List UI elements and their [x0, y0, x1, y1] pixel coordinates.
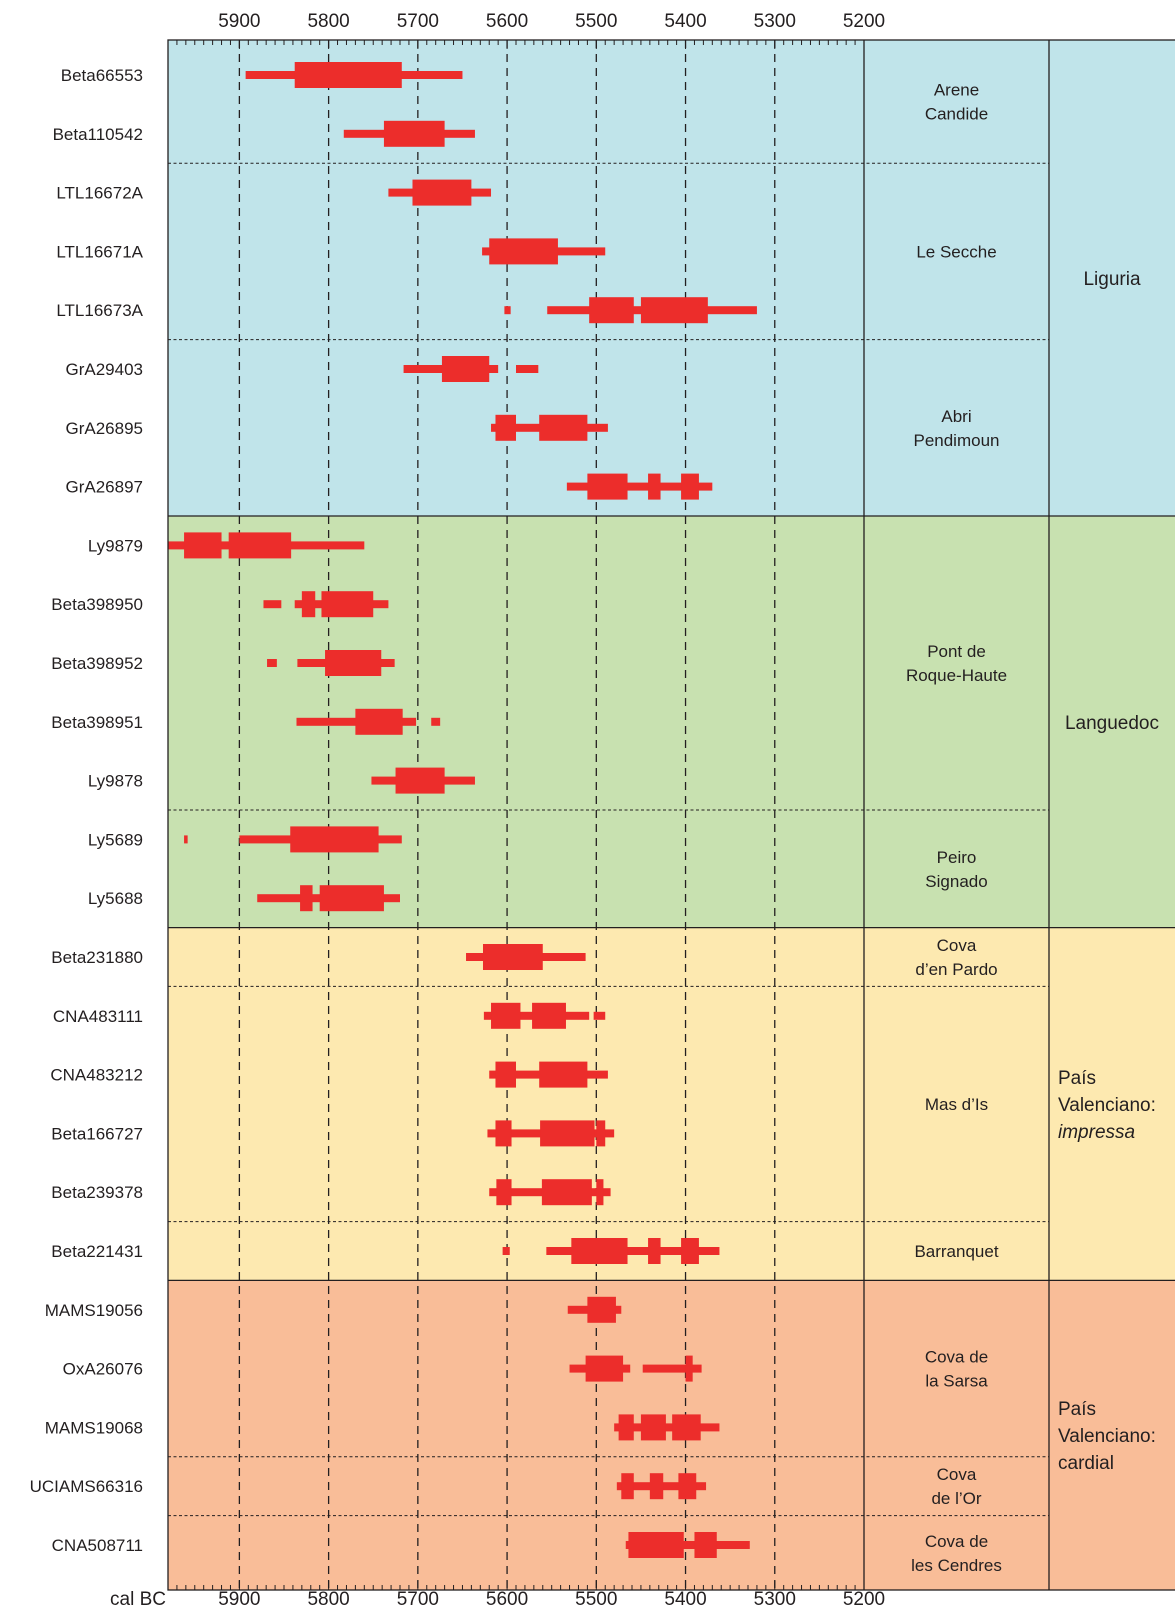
region-label-line: cardial — [1058, 1453, 1114, 1475]
range-1sigma-LTL16673A-1 — [641, 297, 708, 323]
site-label-line: la Sarsa — [925, 1371, 988, 1391]
range-1sigma-UCIAMS66316-0 — [621, 1473, 633, 1499]
range-1sigma-UCIAMS66316-2 — [678, 1473, 696, 1499]
sample-label-CNA483111: CNA483111 — [52, 1006, 143, 1026]
sample-label-Beta166727: Beta166727 — [51, 1124, 143, 1144]
sample-label-Beta239378: Beta239378 — [51, 1183, 143, 1203]
range-2sigma-OxA26076-1 — [643, 1365, 702, 1373]
region-label-line: País — [1058, 1068, 1097, 1089]
site-label-line: Arene — [933, 80, 980, 100]
range-1sigma-Beta110542-0 — [384, 121, 445, 147]
range-1sigma-MAMS19068-1 — [641, 1414, 666, 1440]
region-background-0 — [168, 40, 1175, 516]
region-label-group-1 — [1065, 713, 1159, 734]
site-label-line: les Cendres — [911, 1555, 1002, 1575]
site-label-line: Le Secche — [916, 242, 997, 262]
sample-label-Beta398952: Beta398952 — [51, 654, 143, 673]
top-tick-label-5700: 5700 — [396, 11, 439, 32]
sample-label-UCIAMS66316: UCIAMS66316 — [29, 1477, 143, 1497]
x-axis-label: cal BC — [110, 1589, 166, 1610]
site-label-line: Barranquet — [914, 1242, 999, 1261]
range-1sigma-MAMS19068-0 — [619, 1414, 634, 1440]
site-label-group-7 — [914, 1242, 998, 1261]
range-1sigma-CNA483212-1 — [539, 1062, 587, 1088]
range-1sigma-CNA483212-0 — [495, 1062, 516, 1088]
site-label-line: Cova de — [924, 1347, 989, 1367]
range-1sigma-LTL16672A-0 — [412, 180, 471, 206]
range-1sigma-GrA26897-0 — [587, 474, 627, 500]
region-label-line: País — [1058, 1399, 1097, 1421]
sample-range-UCIAMS66316 — [617, 1473, 706, 1499]
range-1sigma-GrA26895-0 — [495, 415, 516, 441]
sample-label-OxA26076: OxA26076 — [62, 1359, 143, 1379]
range-1sigma-Ly9879-0 — [184, 532, 221, 558]
bottom-tick-label-5900: 5900 — [218, 1589, 261, 1610]
site-label-line: Peiro — [936, 847, 977, 867]
sample-label-LTL16672A: LTL16672A — [56, 183, 143, 203]
range-1sigma-LTL16673A-0 — [589, 297, 634, 323]
range-1sigma-GrA26897-1 — [648, 474, 660, 500]
sample-label-GrA26895: GrA26895 — [65, 418, 143, 438]
range-1sigma-GrA26895-1 — [539, 415, 587, 441]
range-1sigma-Beta221431-2 — [681, 1238, 699, 1264]
region-label-line: Valenciano: — [1058, 1095, 1156, 1116]
range-1sigma-Beta231880-0 — [483, 944, 543, 970]
sample-label-CNA483212: CNA483212 — [50, 1065, 143, 1085]
bottom-tick-label-5300: 5300 — [753, 1589, 796, 1610]
range-1sigma-OxA26076-0 — [586, 1356, 623, 1382]
site-label-line: Cova de — [924, 1531, 989, 1551]
range-1sigma-Ly9879-1 — [229, 532, 291, 558]
region-background-2 — [168, 928, 1175, 1281]
range-1sigma-Beta221431-1 — [648, 1238, 660, 1264]
range-1sigma-MAMS19068-2 — [672, 1414, 701, 1440]
site-label-line: Pont de — [927, 642, 986, 661]
site-label-line: de l’Or — [931, 1489, 982, 1509]
range-1sigma-Ly5689-0 — [290, 826, 378, 852]
range-1sigma-Beta221431-0 — [571, 1238, 627, 1264]
range-2sigma-GrA29403-1 — [516, 365, 538, 373]
sample-label-CNA508711: CNA508711 — [51, 1536, 143, 1555]
range-1sigma-Beta66553-0 — [295, 62, 402, 88]
site-label-line: d’en Pardo — [915, 960, 998, 979]
bottom-tick-label-5600: 5600 — [485, 1589, 529, 1610]
range-1sigma-Beta398952-0 — [325, 650, 381, 676]
sample-label-Beta221431: Beta221431 — [51, 1242, 143, 1261]
range-1sigma-CNA508711-1 — [694, 1532, 716, 1558]
region-label-line: Languedoc — [1064, 712, 1160, 734]
site-label-line: Candide — [924, 104, 989, 124]
sample-label-Beta66553: Beta66553 — [60, 66, 143, 85]
site-label-line: Abri — [941, 406, 972, 426]
range-1sigma-Ly5688-0 — [300, 885, 312, 911]
range-1sigma-OxA26076-1 — [686, 1356, 693, 1382]
range-1sigma-GrA29403-0 — [442, 356, 489, 382]
top-tick-label-5400: 5400 — [664, 11, 707, 32]
site-label-line: Cova — [936, 936, 977, 955]
range-1sigma-Beta398950-0 — [302, 591, 315, 617]
range-2sigma-Beta398952-0 — [267, 659, 277, 667]
bottom-tick-label-5800: 5800 — [307, 1589, 350, 1610]
range-1sigma-Beta239378-2 — [596, 1179, 603, 1205]
sample-label-Ly9878: Ly9878 — [87, 771, 143, 791]
top-tick-label-5800: 5800 — [307, 11, 350, 32]
range-1sigma-Ly9878-0 — [396, 768, 445, 794]
sample-label-GrA26897: GrA26897 — [65, 477, 143, 497]
top-tick-label-5200: 5200 — [842, 11, 886, 32]
range-1sigma-Beta239378-1 — [542, 1179, 592, 1205]
region-label-group-0 — [1083, 269, 1140, 290]
region-label-line: Liguria — [1083, 269, 1141, 290]
range-2sigma-LTL16673A-0 — [504, 306, 510, 314]
range-1sigma-UCIAMS66316-1 — [650, 1473, 663, 1499]
range-2sigma-Beta398950-0 — [263, 600, 281, 608]
range-1sigma-CNA508711-0 — [628, 1532, 683, 1558]
sample-label-LTL16671A: LTL16671A — [56, 242, 143, 262]
range-1sigma-CNA483111-1 — [532, 1003, 566, 1029]
site-label-line: Signado — [925, 871, 988, 891]
range-2sigma-Ly5689-0 — [184, 835, 188, 843]
region-backgrounds — [168, 40, 1175, 1590]
range-1sigma-Beta166727-1 — [540, 1120, 594, 1146]
site-label-line: Pendimoun — [913, 430, 1000, 450]
region-label-line: Valenciano: — [1058, 1426, 1156, 1448]
sample-label-MAMS19068: MAMS19068 — [44, 1418, 143, 1438]
sample-label-Beta110542: Beta110542 — [52, 124, 143, 144]
range-2sigma-Beta221431-0 — [503, 1247, 510, 1255]
bottom-tick-label-5400: 5400 — [664, 1589, 707, 1610]
top-tick-label-5500: 5500 — [575, 11, 618, 32]
range-1sigma-Beta166727-0 — [495, 1120, 511, 1146]
range-1sigma-MAMS19056-0 — [587, 1297, 616, 1323]
region-label-line: impressa — [1058, 1122, 1136, 1143]
sample-label-Beta398950: Beta398950 — [51, 595, 143, 615]
sample-label-MAMS19056: MAMS19056 — [44, 1300, 143, 1320]
range-1sigma-Beta239378-0 — [496, 1179, 511, 1205]
sample-label-Beta398951: Beta398951 — [51, 712, 143, 732]
bottom-tick-label-5700: 5700 — [396, 1589, 439, 1610]
sample-label-GrA29403: GrA29403 — [65, 360, 143, 379]
range-1sigma-Beta398950-1 — [321, 591, 373, 617]
top-tick-label-5300: 5300 — [753, 11, 796, 32]
range-1sigma-CNA483111-0 — [491, 1003, 520, 1029]
site-label-group-6 — [925, 1095, 988, 1114]
range-1sigma-Ly5688-1 — [320, 885, 384, 911]
top-tick-label-5900: 5900 — [218, 11, 261, 32]
range-2sigma-Beta398951-1 — [431, 718, 440, 726]
sample-label-Ly9879: Ly9879 — [87, 536, 143, 556]
site-label-line: Roque-Haute — [905, 666, 1008, 685]
range-1sigma-LTL16671A-0 — [489, 238, 558, 264]
bottom-tick-label-5500: 5500 — [575, 1589, 618, 1610]
range-2sigma-CNA483111-1 — [594, 1012, 606, 1020]
bottom-tick-label-5200: 5200 — [842, 1589, 886, 1610]
site-label-line: Mas d’Is — [924, 1095, 989, 1114]
site-label-group-1 — [916, 242, 996, 261]
sample-label-Ly5689: Ly5689 — [87, 830, 143, 850]
range-1sigma-Beta166727-2 — [596, 1120, 605, 1146]
site-label-line: Cova — [936, 1465, 977, 1485]
sample-label-Ly5688: Ly5688 — [87, 889, 143, 909]
top-tick-label-5600: 5600 — [485, 11, 529, 32]
range-1sigma-GrA26897-2 — [681, 474, 699, 500]
range-1sigma-Beta398951-0 — [355, 709, 402, 735]
sample-label-Beta231880: Beta231880 — [51, 948, 143, 967]
sample-label-LTL16673A: LTL16673A — [56, 301, 143, 321]
